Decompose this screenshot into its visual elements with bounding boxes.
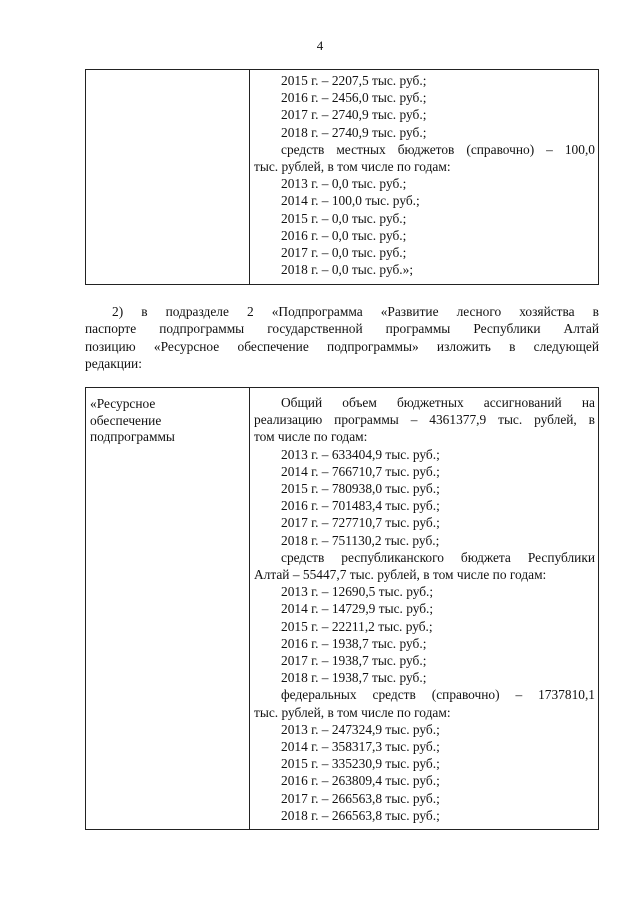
year-line: 2014 г. – 766710,7 тыс. руб.; xyxy=(281,463,440,479)
year-line: 2013 г. – 247324,9 тыс. руб.; xyxy=(281,721,440,737)
resource-label-line: подпрограммы xyxy=(90,429,175,444)
total-header: Общий объем бюджетных ассигнований на xyxy=(281,395,595,410)
year-line: 2018 г. – 266563,8 тыс. руб.; xyxy=(281,807,440,823)
year-line: 2017 г. – 0,0 тыс. руб.; xyxy=(281,245,407,261)
total-header-cont: том числе по годам: xyxy=(254,429,368,445)
page-number: 4 xyxy=(316,38,324,53)
left-cell-label xyxy=(86,70,249,78)
resource-label-line: «Ресурсное xyxy=(90,396,156,411)
year-line: 2016 г. – 701483,4 тыс. руб.; xyxy=(281,498,440,514)
year-line: 2015 г. – 2207,5 тыс. руб.; xyxy=(281,73,427,88)
year-line: 2014 г. – 14729,9 тыс. руб.; xyxy=(281,601,434,617)
paragraph-line: редакции: xyxy=(85,355,142,371)
year-line: 2016 г. – 0,0 тыс. руб.; xyxy=(281,227,407,243)
resource-label-line: обеспечение xyxy=(90,412,162,428)
paragraph-line: 2) в подразделе 2 «Подпрограмма «Развитие лесного хозяйства в xyxy=(112,304,599,319)
resource-label xyxy=(86,388,249,446)
year-line: 2015 г. – 22211,2 тыс. руб.; xyxy=(281,618,433,634)
table-right-cell xyxy=(250,70,599,285)
year-line: 2018 г. – 0,0 тыс. руб.»; xyxy=(281,262,414,278)
local-budget-header-cont: тыс. рублей, в том числе по годам: xyxy=(254,159,451,175)
republic-budget-header-cont: Алтай – 55447,7 тыс. рублей, в том числе по годам: xyxy=(254,567,547,583)
table-left-cell xyxy=(86,388,250,830)
paragraph-line: паспорте подпрограммы государственной программы Республики Алтай xyxy=(85,321,599,337)
year-line: 2016 г. – 263809,4 тыс. руб.; xyxy=(281,773,440,789)
local-budget-header: средств местных бюджетов (справочно) – 100,0 xyxy=(281,141,595,157)
resource-table xyxy=(85,387,599,830)
year-line: 2013 г. – 0,0 тыс. руб.; xyxy=(281,176,407,192)
year-line: 2013 г. – 12690,5 тыс. руб.; xyxy=(281,584,434,600)
total-header-cont: реализацию программы – 4361377,9 тыс. рублей, в xyxy=(254,412,595,428)
year-line: 2016 г. – 2456,0 тыс. руб.; xyxy=(281,90,427,106)
table-left-cell xyxy=(86,70,250,285)
year-line: 2017 г. – 1938,7 тыс. руб.; xyxy=(281,653,427,669)
amendment-paragraph xyxy=(85,303,599,372)
year-line: 2015 г. – 335230,9 тыс. руб.; xyxy=(281,756,440,772)
republic-budget-header: средств республиканского бюджета Республики xyxy=(281,549,595,565)
year-line: 2014 г. – 100,0 тыс. руб.; xyxy=(281,193,420,209)
federal-budget-header: федеральных средств (справочно) – 1737810,1 xyxy=(281,687,595,703)
year-line: 2017 г. – 266563,8 тыс. руб.; xyxy=(281,790,440,806)
table-right-cell xyxy=(250,388,599,830)
year-line: 2018 г. – 751130,2 тыс. руб.; xyxy=(281,532,440,548)
year-line: 2016 г. – 1938,7 тыс. руб.; xyxy=(281,635,427,651)
year-line: 2017 г. – 2740,9 тыс. руб.; xyxy=(281,107,427,123)
year-line: 2018 г. – 2740,9 тыс. руб.; xyxy=(281,124,427,140)
year-line: 2014 г. – 358317,3 тыс. руб.; xyxy=(281,739,440,755)
year-line: 2015 г. – 780938,0 тыс. руб.; xyxy=(281,481,440,497)
resource-table-continued xyxy=(85,69,599,285)
year-line: 2013 г. – 633404,9 тыс. руб.; xyxy=(281,446,440,462)
paragraph-line: позицию «Ресурсное обеспечение подпрограммы» изложить в следующей xyxy=(85,338,599,354)
year-line: 2018 г. – 1938,7 тыс. руб.; xyxy=(281,670,427,686)
federal-budget-header-cont: тыс. рублей, в том числе по годам: xyxy=(254,704,451,720)
year-line: 2015 г. – 0,0 тыс. руб.; xyxy=(281,210,407,226)
year-line: 2017 г. – 727710,7 тыс. руб.; xyxy=(281,515,440,531)
